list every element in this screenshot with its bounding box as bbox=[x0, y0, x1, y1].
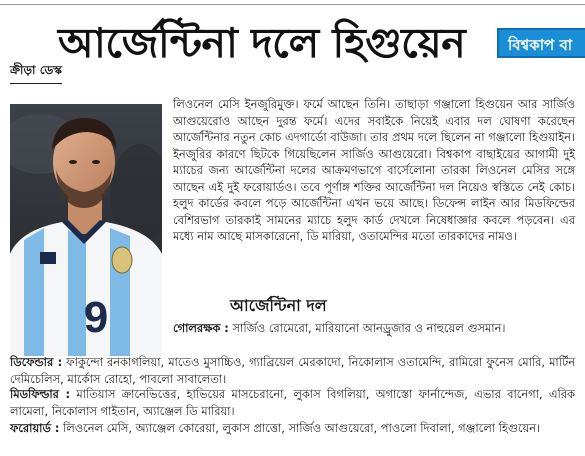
player-photo-illustration bbox=[10, 104, 162, 356]
player-photo bbox=[10, 104, 162, 356]
shirt-number: 9 bbox=[83, 293, 109, 342]
article-body: লিওনেল মেসি ইনজুরিমুক্ত। ফর্মে আছেন তিনি। তাছাড়া গঞ্জালো হিগুয়েন আর সার্জিও আগুয়েরোও আছেন দুরন্ত ফর্মে। এদের সবাইকে নিয়েই এবার দল ঘোষণা করেছেন আর্জেন্টিনার নতুন কোচ এদগার্ডো বাউজা। তার প্রথম দলে ছিলেন না গঞ্জালো হিগুয়াইন। ইনজুরির কারণে ছিটকে গিয়েছিলেন সার্জিও আগুয়েরো। বিশ্বকাপ বাছাইয়ের আগামী দুই ম্যাচের জন্য আর্জেন্টিনা দলের আক্রমণভাগে বার্সেলোনা তারকা লিওনেল মেসির সঙ্গে আছেন এই দুই ফরোয়ার্ডও। তবে পূর্ণাঙ্গ শক্তির আর্জেন্টিনা দল নিয়েও স্বস্তিতে নেই কোচ। হলুদ কার্ডের কবলে পড়ে আর্জেন্টিনা এখন ভয়ে আছে। ডিফেন্স লাইন আর মিডফিল্ডের বেশিরভাগ তারকাই সামনের ম্যাচে হলুদ কার্ড দেখলে নিষেধাজ্ঞার কবলে পড়বেন। এর মধ্যে নাম আছে মাসকারেনো, ডি মারিয়া, ওতামেন্দির মতো তারকাদের নামও। bbox=[173, 97, 575, 243]
defenders-list: ফাকুন্দো রনকাগলিয়া, মাতেও মুসাচ্চিও, গ্যাব্রিয়েল মেরকাদো, নিকোলাস ওতামেন্দি, রামিরো ফুনেস মোরি, মার্টিন দেমিচেলিস, মার্কোস রোহো, পাবলো সাবালেতা। bbox=[10, 355, 575, 386]
top-rule-line bbox=[0, 4, 585, 5]
forwards-line bbox=[10, 420, 575, 437]
midfielders-line bbox=[10, 386, 575, 419]
midfielders-list: মাতিয়াস ক্রানেভিত্তের, হাভিয়ের মাসচেরানো, লুকাস বিগলিয়া, অগাস্তো ফার্নান্দেজ, এভার বানেগা, এরিক লামেলা, নিকোলাস গাইতান, অ্যাঞ্জেল ডি মারিয়া। bbox=[10, 387, 575, 418]
byline: ক্রীড়া ডেস্ক bbox=[10, 62, 62, 84]
page-top-rule bbox=[0, 0, 585, 6]
article-headline: আর্জেন্টিনা দলে হিগুয়েন bbox=[58, 19, 466, 67]
forwards-label: ফরোয়ার্ড : bbox=[10, 421, 60, 435]
midfielders-label: মিডফিল্ডার : bbox=[10, 387, 71, 401]
goalkeepers-line bbox=[173, 320, 575, 337]
section-tag: বিশ্বকাপ বা bbox=[497, 28, 585, 58]
defenders-label: ডিফেন্ডার : bbox=[10, 355, 63, 369]
goalkeepers-list: সার্জিও রোমেরো, মারিয়ানো আনড্রুজার ও নাহুয়েল গুসমান। bbox=[232, 321, 506, 335]
goalkeepers-label: গোলরক্ষক : bbox=[173, 321, 229, 335]
defenders-line bbox=[10, 354, 575, 387]
squad-heading: আর্জেন্টিনা দল bbox=[230, 296, 327, 315]
forwards-list: লিওনেল মেসি, অ্যাঞ্জেল কোরেয়া, লুকাস প্রাত্তো, সার্জিও আগুয়েরো, পাওলো দিবালা, গঞ্জালো হিগুয়েন। bbox=[63, 421, 541, 435]
